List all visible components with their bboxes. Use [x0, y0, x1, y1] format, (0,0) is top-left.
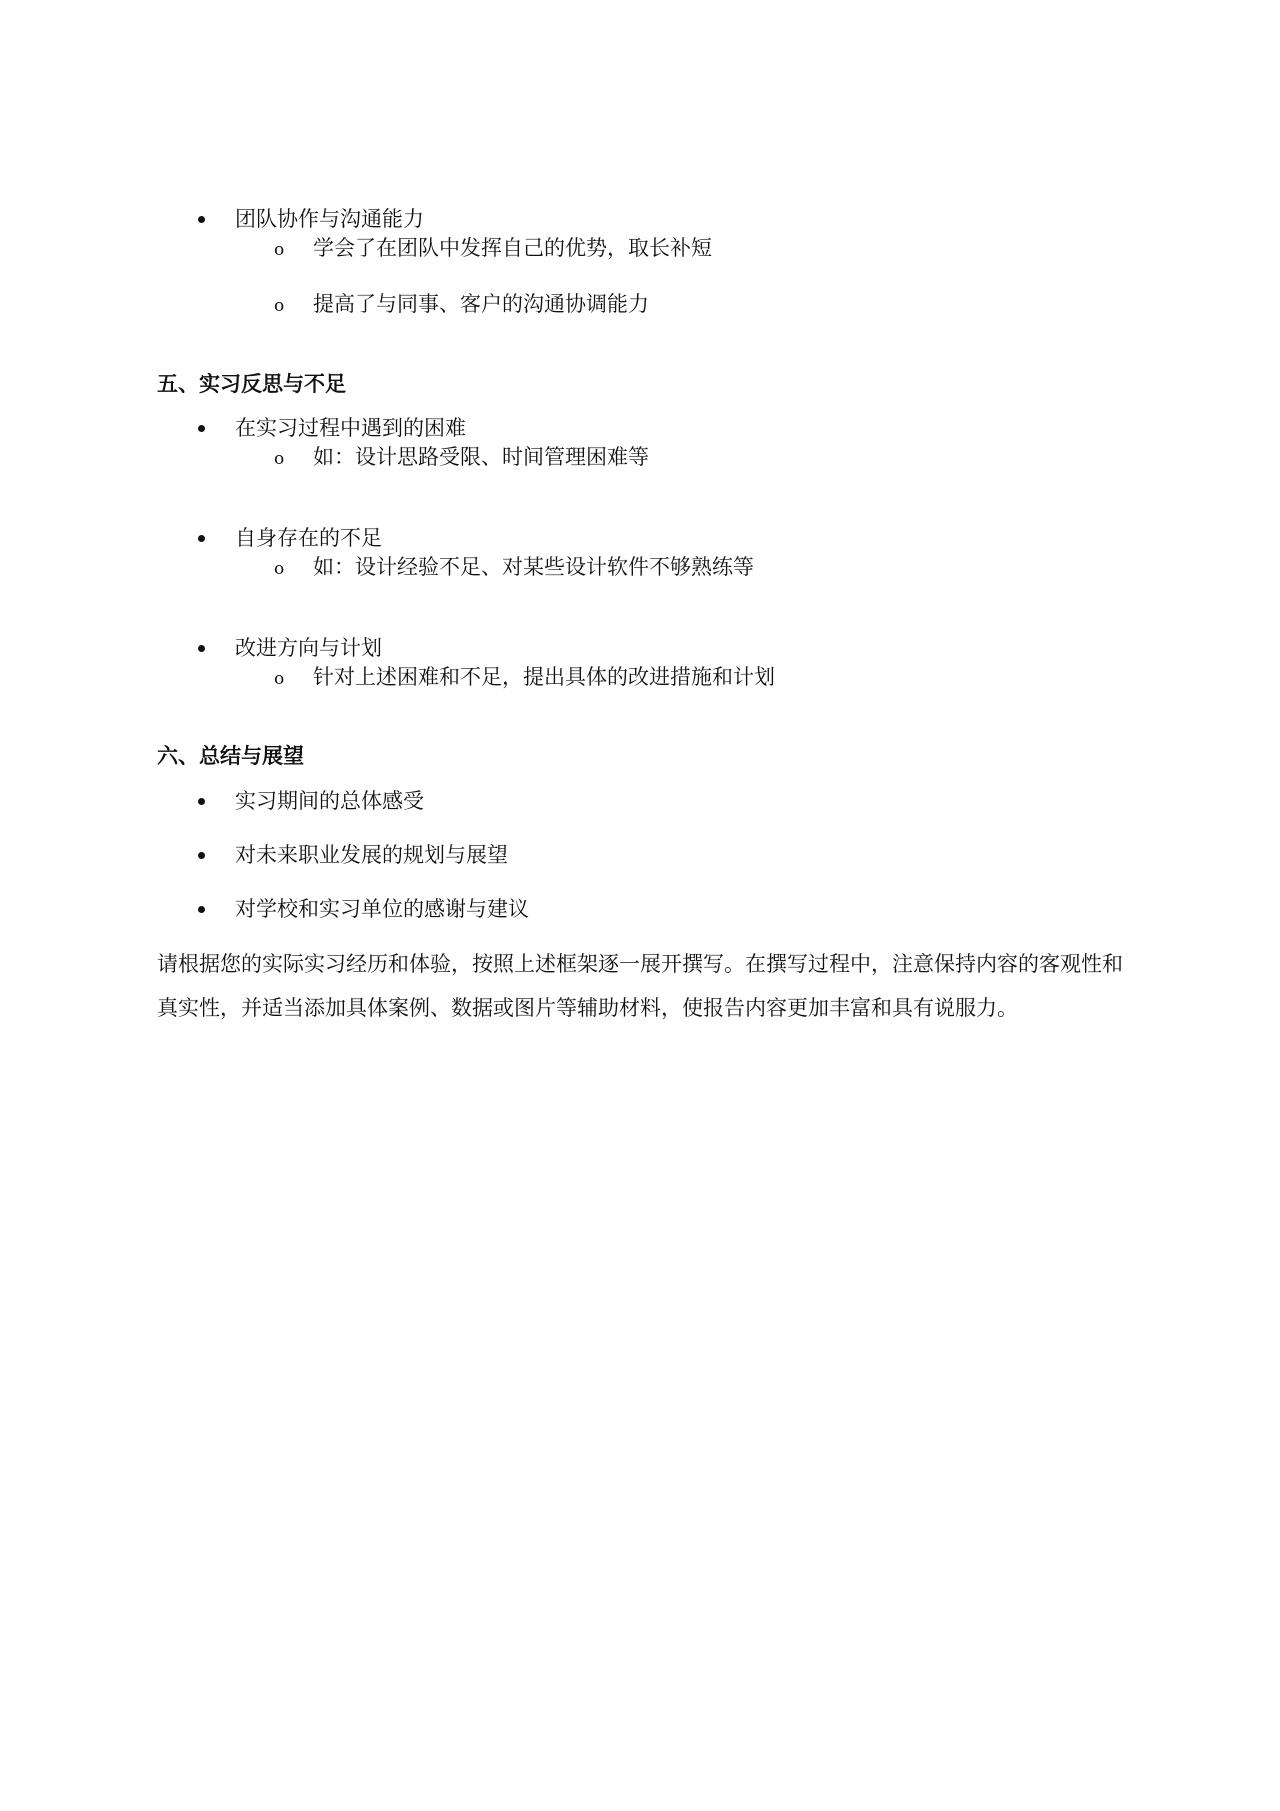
bullet-dot	[198, 535, 205, 542]
sub-item: 如：设计思路受限、时间管理困难等	[313, 445, 649, 469]
list-item: 改进方向与计划	[235, 636, 382, 660]
section-heading-5: 五、实习反思与不足	[157, 372, 346, 396]
bullet-dot	[198, 852, 205, 859]
sub-bullet-marker: o	[274, 296, 285, 316]
sub-item: 针对上述困难和不足，提出具体的改进措施和计划	[313, 665, 775, 689]
bullet-dot	[198, 906, 205, 913]
sub-item: 如：设计经验不足、对某些设计软件不够熟练等	[313, 555, 754, 579]
list-item: 对未来职业发展的规划与展望	[235, 843, 508, 867]
list-item: 自身存在的不足	[235, 526, 382, 550]
list-item: 实习期间的总体感受	[235, 789, 424, 813]
sub-item: 提高了与同事、客户的沟通协调能力	[313, 292, 649, 316]
bullet-dot	[198, 216, 205, 223]
sub-bullet-marker: o	[274, 240, 285, 260]
section-heading-6: 六、总结与展望	[157, 744, 304, 768]
list-item-teamwork: 团队协作与沟通能力	[235, 207, 424, 231]
list-item: 对学校和实习单位的感谢与建议	[235, 897, 529, 921]
sub-bullet-marker: o	[274, 559, 285, 579]
sub-bullet-marker: o	[274, 449, 285, 469]
closing-paragraph: 请根据您的实际实习经历和体验，按照上述框架逐一展开撰写。在撰写过程中，注意保持内容的客观性和真实性，并适当添加具体案例、数据或图片等辅助材料，使报告内容更加丰富和具有说服力。	[157, 952, 1123, 1020]
bullet-dot	[198, 798, 205, 805]
sub-item: 学会了在团队中发挥自己的优势，取长补短	[313, 236, 712, 260]
bullet-dot	[198, 645, 205, 652]
list-item: 在实习过程中遇到的困难	[235, 416, 466, 440]
bullet-dot	[198, 425, 205, 432]
sub-bullet-marker: o	[274, 669, 285, 689]
